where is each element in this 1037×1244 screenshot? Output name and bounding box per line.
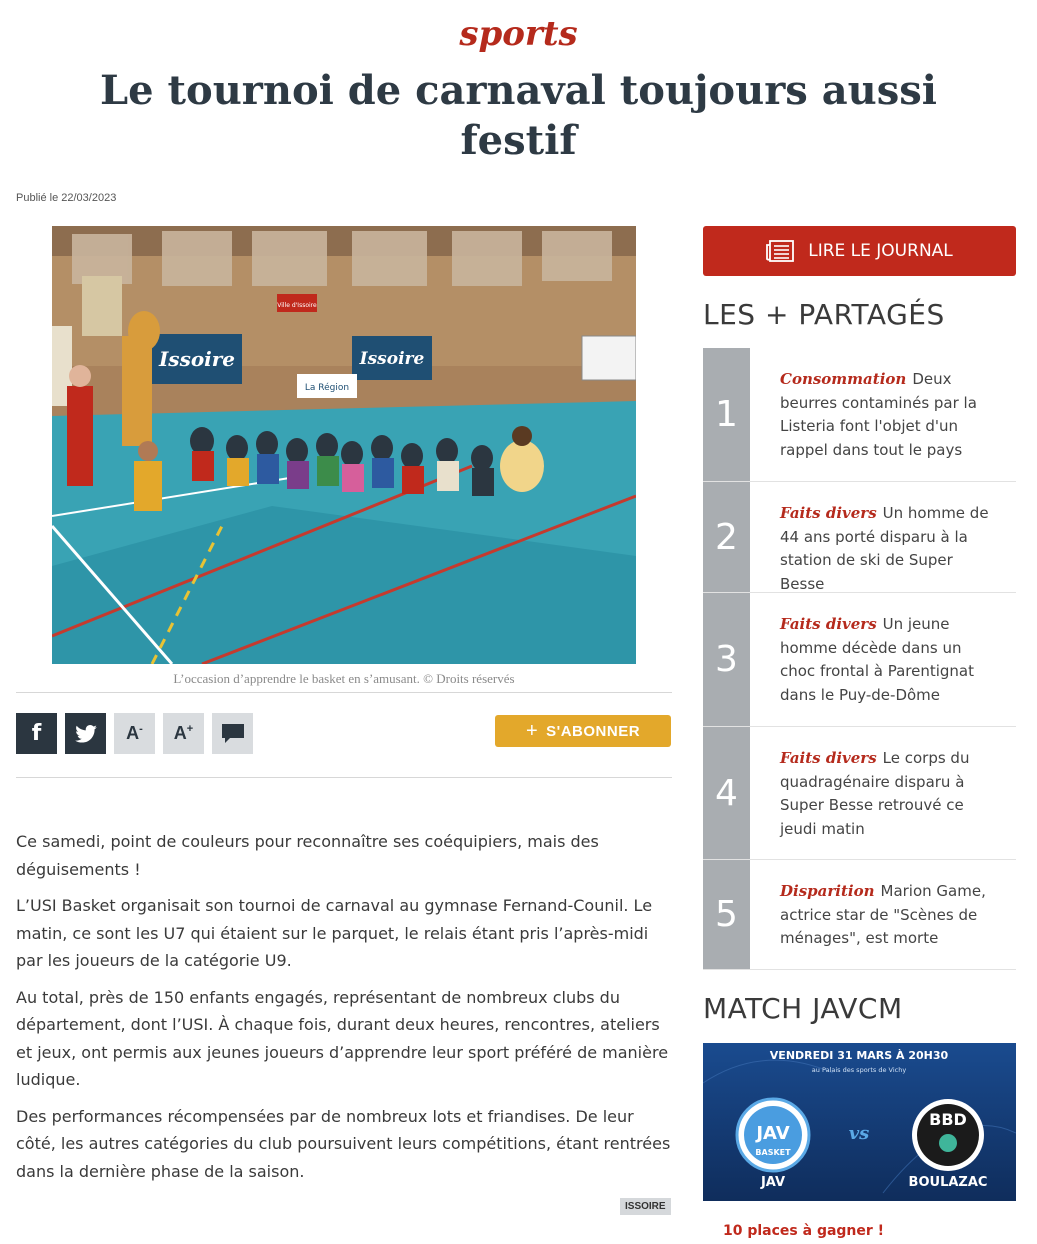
list-item[interactable] — [703, 348, 1016, 482]
banner-left-text: Issoire — [158, 347, 236, 371]
headline: Un jeune homme décède dans un choc frontal à Parentignat dans le Puy-de-Dôme — [780, 615, 975, 704]
rank-number: 1 — [703, 348, 750, 481]
category-label: Faits divers — [780, 504, 877, 522]
facebook-share-button[interactable] — [16, 713, 57, 754]
list-item[interactable] — [703, 860, 1016, 970]
article-toolbar — [16, 713, 253, 754]
rank-number: 5 — [703, 860, 750, 969]
list-item[interactable] — [703, 593, 1016, 727]
read-newspaper-label: LIRE LE JOURNAL — [808, 241, 953, 261]
article-photo — [52, 226, 636, 664]
newspaper-icon — [766, 240, 794, 262]
font-decrease-button[interactable] — [114, 713, 155, 754]
publish-date: Publié le 22/03/2023 — [16, 192, 117, 204]
category-label: Faits divers — [780, 615, 877, 633]
comment-button[interactable] — [212, 713, 253, 754]
away-team: BOULAZAC — [908, 1175, 988, 1190]
article-body — [16, 828, 672, 1194]
headline: Deux beurres contaminés par la Listeria font l'objet d'un rappel dans tout le pays — [780, 370, 977, 459]
promo-cta[interactable]: 10 places à gagner ! — [723, 1223, 885, 1239]
headline: Marion Game, actrice star de "Scènes de ménages", est morte — [780, 882, 986, 947]
article-paragraph: L’USI Basket organisait son tournoi de carnaval au gymnase Fernand-Counil. Le matin, ce sont les U7 qui étaient sur le parquet, le relais étant pris l’après-midi par les joueurs de la catégorie U9. — [16, 896, 653, 970]
jav-logo-sub: BASKET — [755, 1148, 791, 1157]
subscribe-label: S'ABONNER — [546, 722, 641, 740]
font-increase-button[interactable] — [163, 713, 204, 754]
list-item[interactable] — [703, 727, 1016, 860]
section-rubric[interactable]: sports — [459, 14, 578, 54]
most-shared-heading: LES + PARTAGÉS — [703, 298, 945, 331]
plus-icon: + — [525, 720, 539, 742]
font-decrease-label: A- — [126, 723, 143, 743]
subscribe-button[interactable] — [495, 715, 671, 747]
read-newspaper-button[interactable] — [703, 226, 1016, 276]
font-increase-label: A+ — [173, 723, 194, 743]
headline: Le corps du quadragénaire disparu à Super Besse retrouvé ce jeudi matin — [780, 749, 970, 838]
promo-date: VENDREDI 31 MARS À 20H30 — [769, 1049, 949, 1062]
jav-logo: JAV — [756, 1123, 790, 1144]
divider — [16, 692, 672, 693]
category-label: Faits divers — [780, 749, 877, 767]
vs-label: vs — [848, 1123, 870, 1144]
twitter-share-button[interactable] — [65, 713, 106, 754]
home-team: JAV — [760, 1175, 786, 1190]
bbd-logo: BBD — [929, 1110, 967, 1129]
list-item-text — [750, 482, 1016, 592]
article-paragraph: Ce samedi, point de couleurs pour reconnaître ses coéquipiers, mais des déguisements ! — [16, 832, 599, 879]
promo-venue: au Palais des sports de Vichy — [811, 1066, 907, 1074]
match-promo-banner[interactable] — [703, 1043, 1016, 1201]
match-heading: MATCH JAVCM — [703, 992, 903, 1025]
divider — [16, 777, 672, 778]
location-tag[interactable]: ISSOIRE — [620, 1198, 671, 1215]
category-label: Consommation — [780, 370, 907, 388]
photo-caption: L’occasion d’apprendre le basket en s’amusant. © Droits réservés — [173, 671, 515, 686]
headline: Un homme de 44 ans porté disparu à la station de ski de Super Besse — [780, 504, 989, 593]
article-paragraph: Au total, près de 150 enfants engagés, représentant de nombreux clubs du département, dont l’USI. À chaque fois, durant deux heures, rencontres, ateliers et jeux, ont permis aux jeunes joueurs d’apprendre leur sport préféré de manière ludique. — [16, 987, 669, 1089]
comment-icon — [222, 724, 244, 744]
facebook-icon: f — [31, 721, 42, 746]
category-label: Disparition — [780, 882, 875, 900]
list-item-text — [750, 727, 1016, 859]
rank-number: 2 — [703, 482, 750, 592]
rank-number: 3 — [703, 593, 750, 726]
twitter-icon — [75, 725, 97, 743]
list-item-text — [750, 593, 1016, 726]
most-shared-list — [703, 348, 1016, 970]
list-item-text — [750, 860, 1016, 969]
rank-number: 4 — [703, 727, 750, 859]
article-title: Le tournoi de carnaval toujours aussi festif — [100, 67, 937, 164]
banner-right-text: Issoire — [359, 349, 425, 369]
region-text: La Région — [304, 383, 350, 393]
article-paragraph: Des performances récompensées par de nombreux lots et friandises. De leur côté, les autres catégories du club poursuivent leurs compétitions, étant rentrées dans la dernière phase de la saison. — [16, 1106, 671, 1181]
list-item[interactable] — [703, 482, 1016, 593]
sign-text: Ville d'Issoire — [277, 302, 317, 309]
list-item-text — [750, 348, 1016, 481]
